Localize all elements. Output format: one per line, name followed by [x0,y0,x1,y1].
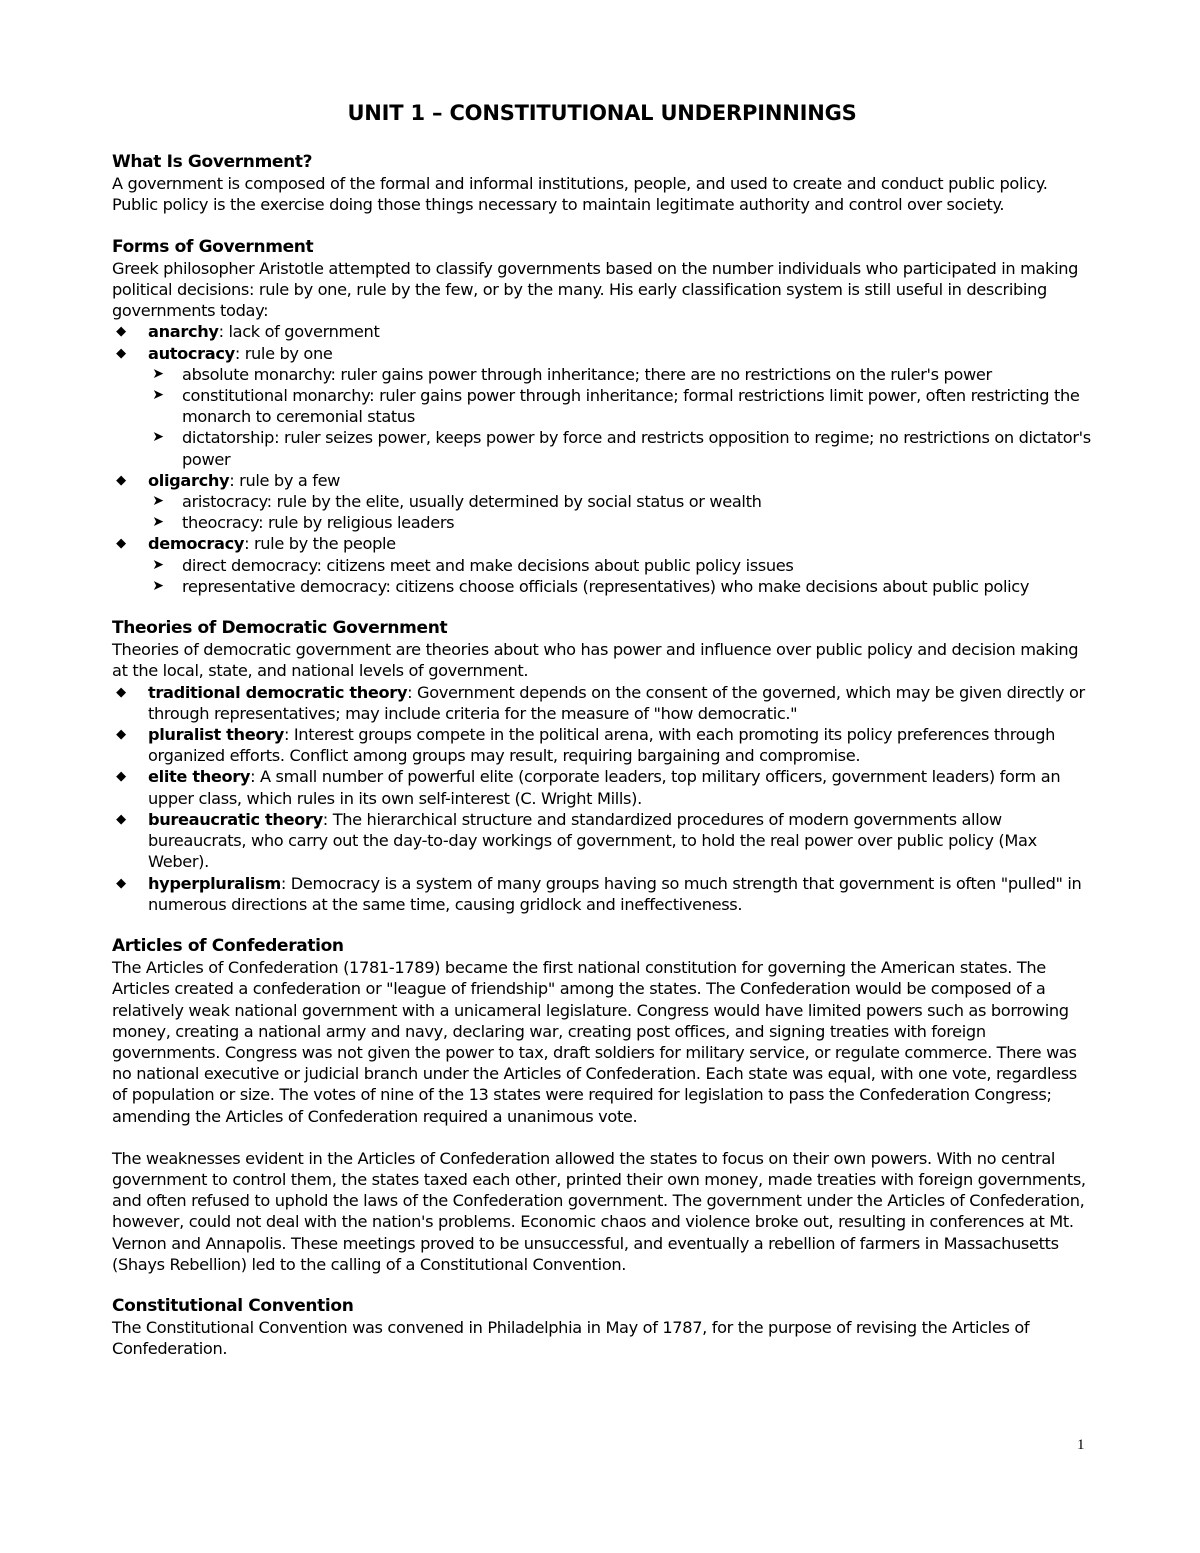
term: oligarchy [148,470,230,490]
arrowhead-bullet-icon: ➤ [152,387,164,404]
sub-item-text: representative democracy: citizens choose officials (representatives) who make decisions about public policy [182,576,1030,596]
sub-list-item [148,555,1092,576]
diamond-bullet-icon: ◆ [116,324,126,340]
section-articles-of-confederation [112,936,1092,1275]
term-description: : Interest groups compete in the political arena, with each promoting its policy preferences through organized efforts. Conflict among groups may result, requiring bargaining and compromise. [148,725,1056,766]
term-description: : rule by one [234,343,333,363]
paragraph: A government is composed of the formal and informal institutions, people, and used to create and conduct public policy. [112,174,1048,194]
paragraph: Theories of democratic government are theories about who has power and influence over public policy and decision making at the local, state, and national levels of government. [112,640,1079,681]
term: autocracy [148,343,235,363]
term: pluralist theory [148,725,284,745]
list-item [112,724,1092,766]
diamond-bullet-icon: ◆ [116,811,126,827]
term-description: : rule by a few [229,470,341,490]
term-description: : Government depends on the consent of the governed, which may be given directly or through representatives; may include criteria for the measure of "how democratic." [148,682,1085,723]
section-heading: Constitutional Convention [112,1295,354,1316]
sub-list-item [148,427,1092,469]
document-title: UNIT 1 – CONSTITUTIONAL UNDERPINNINGS [347,101,857,125]
term: bureaucratic theory [148,809,323,829]
list-item [112,533,1092,597]
diamond-bullet-icon: ◆ [116,472,126,488]
sub-list [148,491,1092,533]
term: democracy [148,534,245,554]
paragraph: The Articles of Confederation (1781-1789) became the first national constitution for governing the American states. The Articles created a confederation or "league of friendship" among the states. The Confederation would be composed of a relatively weak national government with a unicameral legislature. Congress would have limited powers such as borrowing money, creating a national army and navy, declaring war, creating post offices, and signing treaties with foreign governments. Congress was not given the power to tax, draft soldiers for military service, or regulate commerce. There was no national executive or judicial branch under the Articles of Confederation. Each state was equal, with one vote, regardless of population or size. The votes of nine of the 13 states were required for legislation to pass the Confederation Congress; amending the Articles of Confederation required a unanimous vote. [112,958,1077,1126]
sub-list-item [148,491,1092,512]
sub-list-item [148,576,1092,597]
list-item [112,766,1092,808]
list-item [112,470,1092,534]
section-heading: Articles of Confederation [112,935,344,956]
list-item [112,343,1092,470]
list-item [112,873,1092,915]
theories-list [112,682,1092,915]
list-item [112,321,1092,342]
sub-list-item [148,385,1092,427]
section-forms-of-government [112,237,1092,597]
diamond-bullet-icon: ◆ [116,345,126,361]
diamond-bullet-icon: ◆ [116,875,126,891]
sub-item-text: direct democracy: citizens meet and make decisions about public policy issues [182,555,794,575]
term: hyperpluralism [148,873,281,893]
sub-item-text: aristocracy: rule by the elite, usually determined by social status or wealth [182,492,762,512]
section-heading: Forms of Government [112,236,314,257]
section-what-is-government [112,152,1092,216]
diamond-bullet-icon: ◆ [116,727,126,743]
forms-list [112,321,1092,597]
sub-item-text: absolute monarchy: ruler gains power through inheritance; there are no restrictions on the ruler's power [182,364,992,384]
diamond-bullet-icon: ◆ [116,769,126,785]
paragraph: The Constitutional Convention was convened in Philadelphia in May of 1787, for the purpose of revising the Articles of Confederation. [112,1318,1030,1359]
section-heading: Theories of Democratic Government [112,618,448,639]
term: anarchy [148,322,219,342]
paragraph: Public policy is the exercise doing those things necessary to maintain legitimate authority and control over society. [112,195,1005,215]
sub-list-item [148,364,1092,385]
sub-item-text: constitutional monarchy: ruler gains power through inheritance; formal restrictions limit power, often restricting the monarch to ceremonial status [182,386,1080,427]
term: traditional democratic theory [148,682,408,702]
arrowhead-bullet-icon: ➤ [152,556,164,573]
term-description: : lack of government [218,322,380,342]
paragraph: Greek philosopher Aristotle attempted to classify governments based on the number individuals who participated in making political decisions: rule by one, rule by the few, or by the many. His early classification system is still useful in describing governments today: [112,258,1079,321]
arrowhead-bullet-icon: ➤ [152,429,164,446]
arrowhead-bullet-icon: ➤ [152,514,164,531]
section-theories-of-democratic-government [112,618,1092,915]
arrowhead-bullet-icon: ➤ [152,493,164,510]
page-number: 1 [1077,1437,1085,1453]
term-description: : Democracy is a system of many groups having so much strength that government is often "pulled" in numerous directions at the same time, causing gridlock and ineffectiveness. [148,873,1082,914]
term-description: : A small number of powerful elite (corporate leaders, top military officers, government leaders) form an upper class, which rules in its own self-interest (C. Wright Mills). [148,767,1061,808]
sub-list [148,555,1092,597]
term-description: : rule by the people [244,534,396,554]
arrowhead-bullet-icon: ➤ [152,577,164,594]
page-content [112,98,1092,1381]
sub-list-item [148,512,1092,533]
list-item [112,809,1092,873]
term: elite theory [148,767,251,787]
term-description: : The hierarchical structure and standardized procedures of modern governments allow bureaucrats, who carry out the day-to-day workings of government, to hold the real power over public policy (Max Weber). [148,809,1037,872]
sub-item-text: theocracy: rule by religious leaders [182,513,455,533]
paragraph: The weaknesses evident in the Articles of Confederation allowed the states to focus on their own powers. With no central government to control them, the states taxed each other, printed their own money, made treaties with foreign governments, and often refused to uphold the laws of the Confederation government. The government under the Articles of Confederation, however, could not deal with the nation's problems. Economic chaos and violence broke out, resulting in conferences at Mt. Vernon and Annapolis. These meetings proved to be unsuccessful, and eventually a rebellion of farmers in Massachusetts (Shays Rebellion) led to the calling of a Constitutional Convention. [112,1148,1086,1274]
section-constitutional-convention [112,1296,1092,1360]
sub-list [148,364,1092,470]
list-item [112,682,1092,724]
diamond-bullet-icon: ◆ [116,684,126,700]
diamond-bullet-icon: ◆ [116,536,126,552]
arrowhead-bullet-icon: ➤ [152,365,164,382]
sub-item-text: dictatorship: ruler seizes power, keeps power by force and restricts opposition to regime; no restrictions on dictator's power [182,428,1091,469]
section-heading: What Is Government? [112,152,313,172]
